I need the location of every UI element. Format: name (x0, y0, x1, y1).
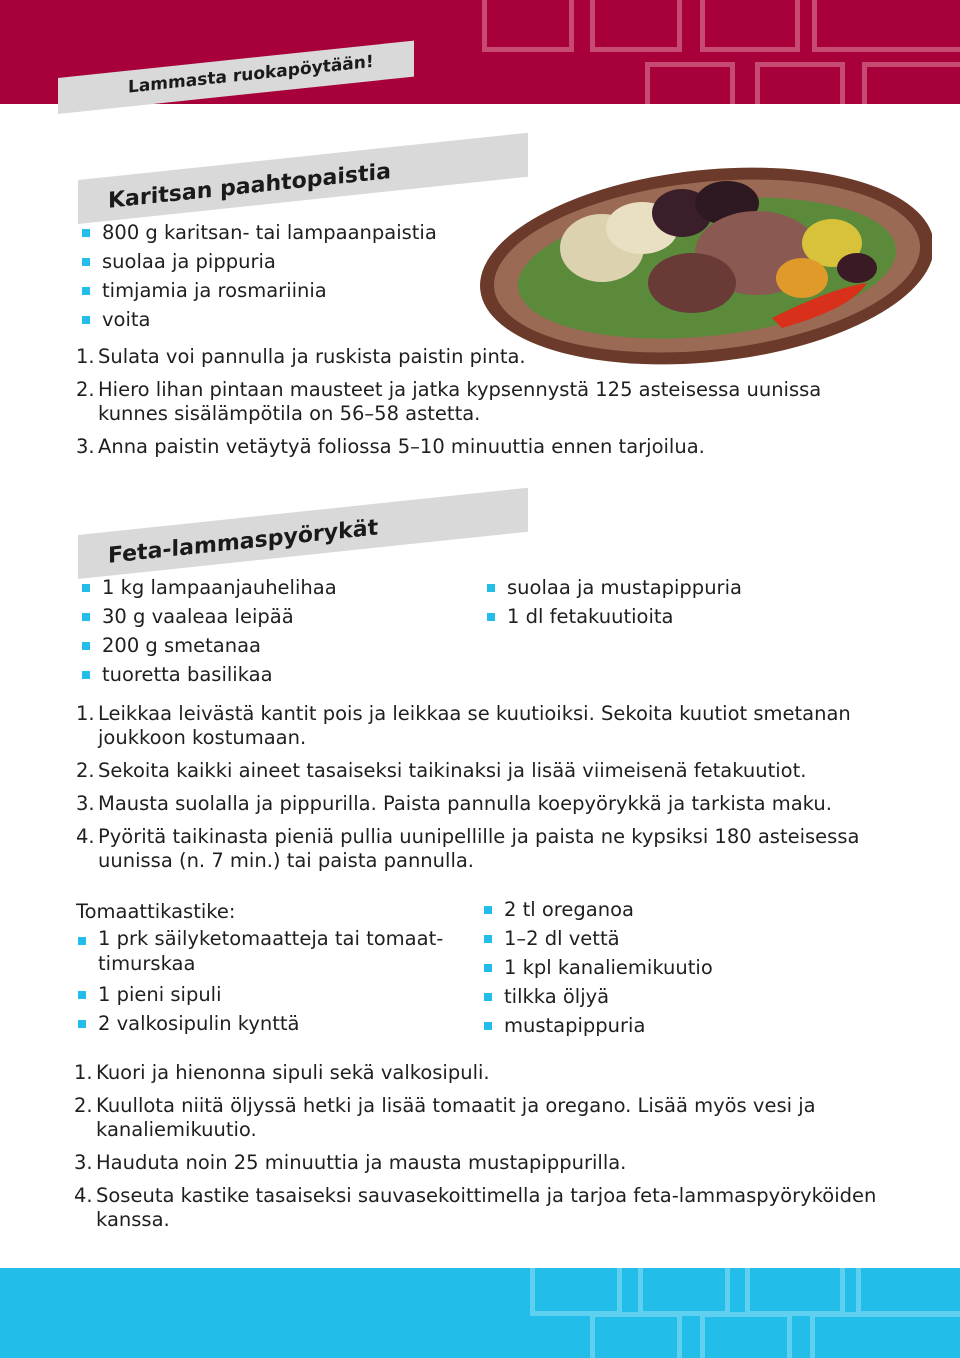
decor-square (645, 62, 735, 104)
ingredient-item: 1 dl fetakuutioita (483, 602, 903, 631)
decor-square (745, 1268, 845, 1316)
step-item (76, 702, 876, 750)
step-number: 2. (76, 759, 95, 782)
recipe1-title: Karitsan paahtopaistia (108, 159, 391, 214)
step-number: 4. (74, 1184, 93, 1207)
decor-square (856, 1268, 960, 1316)
sauce-ingredients-left (74, 926, 454, 1038)
step-text: Anna paistin vetäytyä foliossa 5–10 minuuttia ennen tarjoilua. (98, 435, 705, 458)
step-number: 2. (76, 378, 95, 401)
recipe1-title-banner (78, 133, 528, 224)
sauce-ingredients-right (480, 895, 900, 1040)
decor-square (590, 1312, 682, 1358)
header-tag: Lammasta ruokapöytään! (128, 51, 374, 98)
step-number: 3. (74, 1151, 93, 1174)
ingredient-item: 1 kpl kanaliemikuutio (480, 953, 900, 982)
recipe2-steps (76, 702, 876, 882)
step-item (76, 759, 876, 783)
ingredient-item: suolaa ja mustapippuria (483, 573, 903, 602)
recipe2-ingredients-left (78, 573, 468, 689)
recipe2-ingredients-right (483, 573, 903, 631)
step-item (74, 1061, 884, 1085)
ingredient-item: 1 prk säilyketomaatteja tai tomaat-timurskaa (74, 926, 454, 976)
step-item (74, 1094, 884, 1142)
ingredient-item: mustapippuria (480, 1011, 900, 1040)
step-number: 3. (76, 792, 95, 815)
step-item (74, 1151, 884, 1175)
step-text: Kuullota niitä öljyssä hetki ja lisää tomaatit ja oregano. Lisää myös vesi ja kanaliemikuutio. (96, 1094, 816, 1141)
step-text: Mausta suolalla ja pippurilla. Paista pannulla koepyörykkä ja tarkista maku. (98, 792, 832, 815)
step-text: Pyöritä taikinasta pieniä pullia uunipellille ja paista ne kypsiksi 180 asteisessa uunissa (n. 7 min.) tai paista pannulla. (98, 825, 860, 872)
step-text: Sulata voi pannulla ja ruskista paistin pinta. (98, 345, 526, 368)
ingredient-item: 2 valkosipulin kynttä (74, 1009, 454, 1038)
step-item (76, 825, 876, 873)
recipe1-ingredients (78, 218, 478, 334)
decor-square (810, 1312, 960, 1358)
ingredient-item: suolaa ja pippuria (78, 247, 478, 276)
ingredient-item: 800 g karitsan- tai lampaanpaistia (78, 218, 478, 247)
decor-square (700, 1312, 792, 1358)
step-number: 1. (76, 702, 95, 725)
ingredient-item: voita (78, 305, 478, 334)
ingredient-item: 30 g vaaleaa leipää (78, 602, 468, 631)
step-text: Sekoita kaikki aineet tasaiseksi taikinaksi ja lisää viimeisenä fetakuutiot. (98, 759, 807, 782)
sauce-steps (74, 1061, 884, 1241)
recipe2-title-banner (78, 488, 528, 579)
ingredient-item: 1 pieni sipuli (74, 980, 454, 1009)
sauce-heading: Tomaattikastike: (76, 900, 236, 923)
step-item (74, 1184, 884, 1232)
decor-square (755, 62, 845, 104)
step-text: Soseuta kastike tasaiseksi sauvasekoittimella ja tarjoa feta-lammaspyöryköiden kanssa. (96, 1184, 877, 1231)
decor-square (638, 1268, 730, 1316)
step-number: 1. (74, 1061, 93, 1084)
step-number: 1. (76, 345, 95, 368)
decor-square (530, 1268, 622, 1316)
recipe2-title: Feta-lammaspyörykät (108, 515, 379, 569)
ingredient-item: 2 tl oreganoa (480, 895, 900, 924)
recipe1-steps (76, 345, 836, 468)
step-item (76, 378, 836, 426)
decor-square (862, 62, 960, 104)
ingredient-item: tuoretta basilikaa (78, 660, 468, 689)
footer-band (0, 1268, 960, 1358)
step-number: 4. (76, 825, 95, 848)
step-item (76, 435, 836, 459)
decor-square (812, 0, 960, 52)
decor-square (590, 0, 682, 52)
step-number: 3. (76, 435, 95, 458)
step-text: Hiero lihan pintaan mausteet ja jatka kypsennystä 125 asteisessa uunissa kunnes sisälämpötila on 56–58 astetta. (98, 378, 822, 425)
step-text: Leikkaa leivästä kantit pois ja leikkaa se kuutioiksi. Sekoita kuutiot smetanan joukkoon kostumaan. (98, 702, 851, 749)
decor-square (700, 0, 800, 52)
step-item (76, 792, 876, 816)
step-text: Kuori ja hienonna sipuli sekä valkosipuli. (96, 1061, 490, 1084)
decor-square (482, 0, 574, 52)
ingredient-item: timjamia ja rosmariinia (78, 276, 478, 305)
step-item (76, 345, 836, 369)
step-number: 2. (74, 1094, 93, 1117)
ingredient-item: 1–2 dl vettä (480, 924, 900, 953)
step-text: Hauduta noin 25 minuuttia ja mausta mustapippurilla. (96, 1151, 627, 1174)
ingredient-item: 1 kg lampaanjauhelihaa (78, 573, 468, 602)
ingredient-item: tilkka öljyä (480, 982, 900, 1011)
ingredient-item: 200 g smetanaa (78, 631, 468, 660)
